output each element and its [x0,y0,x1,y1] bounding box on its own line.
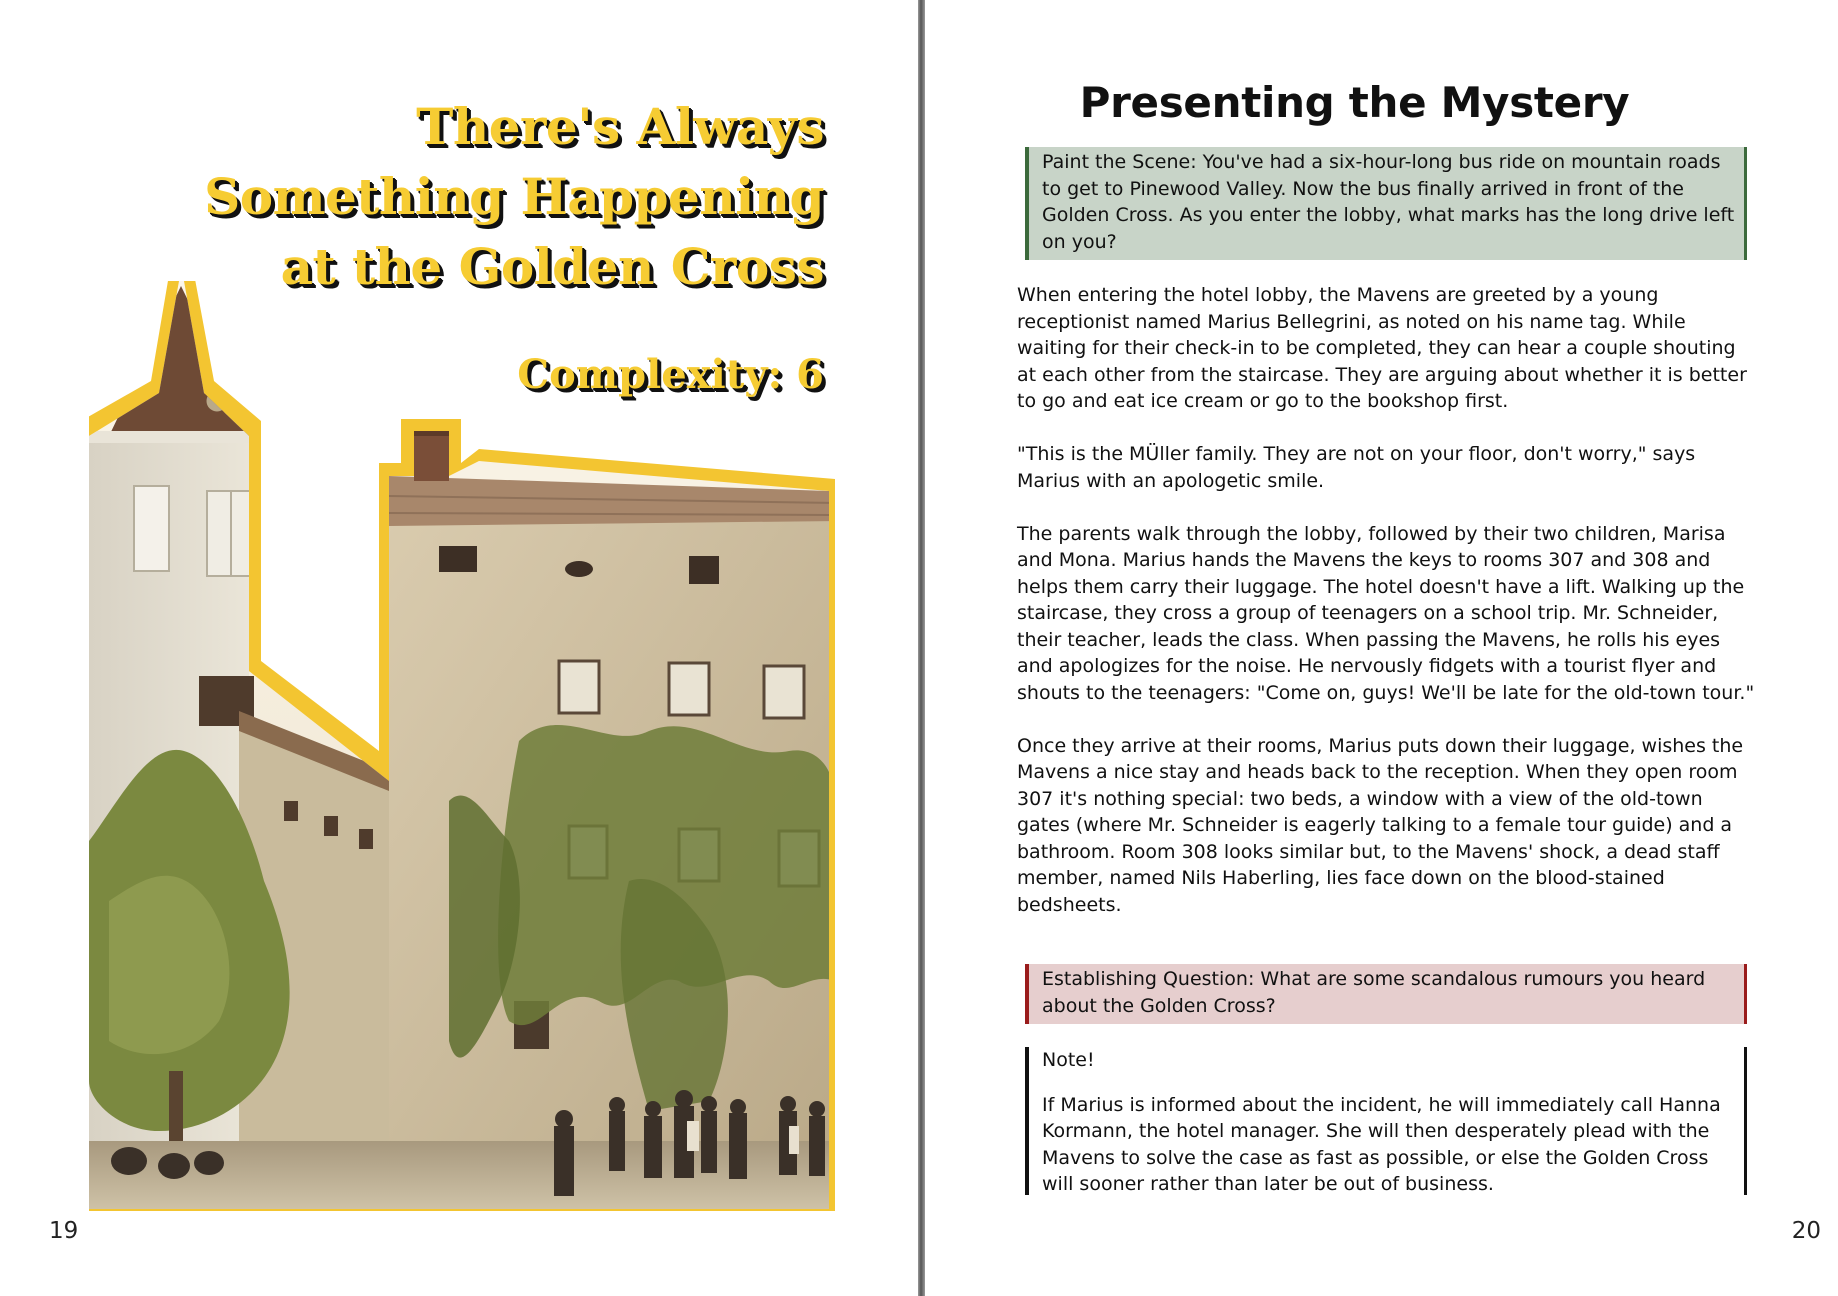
right-page [925,0,1838,1296]
note-text: If Marius is informed about the incident, he will immediately call Hanna Kormann, the hotel manager. She will then desperately plead with the Mavens to solve the case as fast as possible, or else the Golden Cross will sooner rather than later be out of business. [1042,1093,1721,1195]
narrative-paragraph: Once they arrive at their rooms, Marius puts down their luggage, wishes the Mavens a nice stay and heads back to the reception. When they open room 307 it's nothing special: two beds, a window with a view of the old-town gates (where Mr. Schneider is eagerly talking to a female tour guide) and a bathroom. Room 308 looks similar but, to the Mavens' shock, a dead staff member, named Nils Haberling, lies face down on the blood-stained bedsheets. [1017,734,1744,916]
title-line: at the Golden Cross [280,237,824,296]
book-spine [918,0,925,1296]
note-title: Note! [1042,1049,1095,1071]
paint-the-scene-box [1025,147,1747,260]
narrative-paragraph: "This is the MÜller family. They are not on your floor, don't worry," says Marius with an apologetic smile. [1017,443,1696,492]
narrative-paragraph: When entering the hotel lobby, the Mavens are greeted by a young receptionist named Marius Bellegrini, as noted on his name tag. While waiting for their check-in to be completed, they can hear a couple shouting at each other from the staircase. They are arguing about whether it is better to go and eat ice cream or go to the bookshop first. [1017,284,1747,412]
title-line: Something Happening [204,167,824,226]
title-line: There's Always [416,97,824,156]
establishing-question-box [1025,964,1747,1024]
left-page [0,0,918,1296]
question-box-text: Establishing Question: What are some scandalous rumours you heard about the Golden Cross? [1042,968,1706,1017]
section-heading: Presenting the Mystery [1079,78,1630,127]
note-box [1025,1047,1747,1195]
hotel-building-photo [89,281,835,1211]
scene-box-text: Paint the Scene: You've had a six-hour-long bus ride on mountain roads to get to Pinewood Valley. Now the bus finally arrived in front of the Golden Cross. As you enter the lobby, what marks has the long drive left on you? [1042,151,1735,253]
page-number-right: 20 [1791,1218,1821,1244]
adventure-title [104,92,824,302]
complexity-rating: Complexity: 6 [517,351,824,398]
narrative-body [1017,282,1757,945]
narrative-paragraph: The parents walk through the lobby, followed by their two children, Marisa and Mona. Marius hands the Mavens the keys to rooms 307 and 308 and helps them carry their luggage. The hotel doesn't have a lift. Walking up the staircase, they cross a group of teenagers on a school trip. Mr. Schneider, their teacher, leads the class. When passing the Mavens, he rolls his eyes and apologizes for the noise. He nervously fidgets with a tourist flyer and shouts to the teenagers: "Come on, guys! We'll be late for the old-town tour." [1017,522,1755,704]
page-number-left: 19 [49,1218,79,1244]
